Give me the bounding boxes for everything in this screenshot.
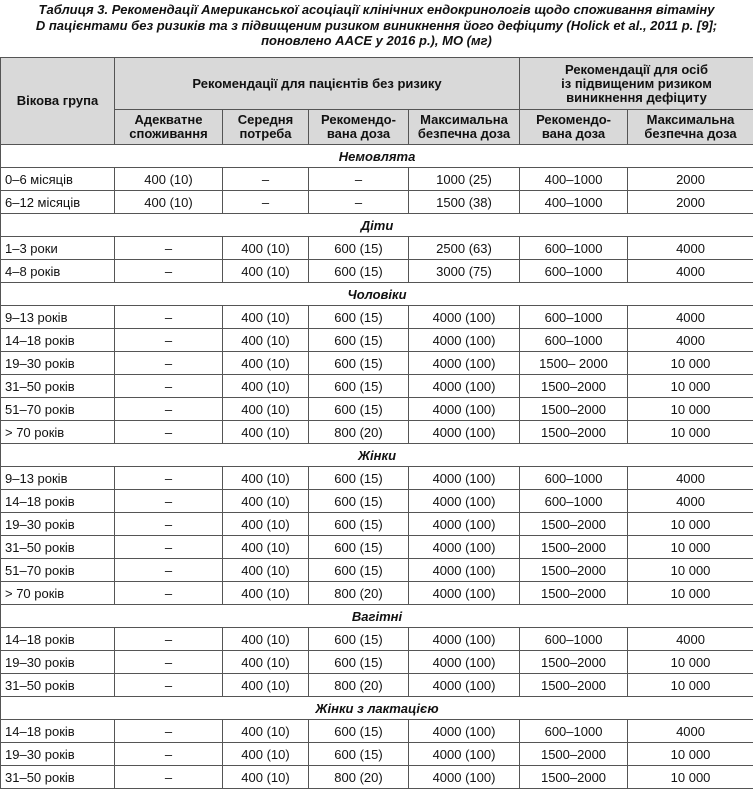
table-row <box>1 743 753 766</box>
table-row <box>1 375 753 398</box>
risk-recommended-dose-cell: 1500–2000 <box>520 398 628 421</box>
recommended-dose-cell: 600 (15) <box>309 398 409 421</box>
age-group-cell: 14–18 років <box>1 720 115 743</box>
age-group-cell: 4–8 років <box>1 260 115 283</box>
recommended-dose-cell: 800 (20) <box>309 421 409 444</box>
section-title: Жінки з лактацією <box>1 697 753 720</box>
average-requirement-cell: 400 (10) <box>223 628 309 651</box>
adequate-intake-cell: – <box>115 467 223 490</box>
table-row <box>1 559 753 582</box>
adequate-intake-cell: – <box>115 743 223 766</box>
age-group-cell: 51–70 років <box>1 559 115 582</box>
average-requirement-cell: 400 (10) <box>223 398 309 421</box>
adequate-intake-cell: – <box>115 260 223 283</box>
max-safe-dose-cell: 4000 (100) <box>409 766 520 789</box>
risk-max-safe-dose-cell: 10 000 <box>628 559 753 582</box>
table-row <box>1 421 753 444</box>
risk-recommended-dose-cell: 600–1000 <box>520 260 628 283</box>
adequate-intake-cell: – <box>115 352 223 375</box>
header-max-safe-dose <box>409 110 520 145</box>
risk-recommended-dose-cell: 1500–2000 <box>520 766 628 789</box>
risk-max-safe-dose-cell: 4000 <box>628 467 753 490</box>
adequate-intake-cell: – <box>115 375 223 398</box>
age-group-cell: > 70 років <box>1 421 115 444</box>
caption-line-1: Таблиця 3. Рекомендації Американської асоціації клінічних ендокринологів щодо споживання вітаміну <box>38 2 715 17</box>
table-row <box>1 720 753 743</box>
risk-max-safe-dose-cell: 2000 <box>628 191 753 214</box>
age-group-cell: 31–50 років <box>1 375 115 398</box>
recommended-dose-cell: 800 (20) <box>309 582 409 605</box>
max-safe-dose-cell: 4000 (100) <box>409 306 520 329</box>
age-group-cell: 19–30 років <box>1 352 115 375</box>
risk-recommended-dose-cell: 600–1000 <box>520 628 628 651</box>
risk-recommended-dose-cell: 1500–2000 <box>520 582 628 605</box>
table-row <box>1 191 753 214</box>
age-group-cell: 14–18 років <box>1 490 115 513</box>
average-requirement-cell: 400 (10) <box>223 536 309 559</box>
header-line: безпечна доза <box>644 126 737 141</box>
risk-recommended-dose-cell: 600–1000 <box>520 720 628 743</box>
age-group-cell: 31–50 років <box>1 766 115 789</box>
recommended-dose-cell: 600 (15) <box>309 559 409 582</box>
risk-max-safe-dose-cell: 10 000 <box>628 536 753 559</box>
adequate-intake-cell: – <box>115 490 223 513</box>
recommended-dose-cell: 600 (15) <box>309 513 409 536</box>
header-line: Максимальна <box>420 112 508 127</box>
age-group-cell: 31–50 років <box>1 536 115 559</box>
max-safe-dose-cell: 4000 (100) <box>409 375 520 398</box>
header-risk-line: Рекомендації для осіб <box>564 61 709 77</box>
header-line: безпечна доза <box>417 126 511 141</box>
header-risk-line: виникнення дефіциту <box>566 89 707 105</box>
caption-line-3: поновлено AACE у 2016 р.), МО (мг) <box>261 33 492 48</box>
risk-recommended-dose-cell: 600–1000 <box>520 329 628 352</box>
recommended-dose-cell: 600 (15) <box>309 651 409 674</box>
section-title: Діти <box>1 214 753 237</box>
average-requirement-cell: 400 (10) <box>223 651 309 674</box>
header-age-group: Вікова група <box>1 58 115 145</box>
header-adequate-intake <box>115 110 223 145</box>
average-requirement-cell: 400 (10) <box>223 352 309 375</box>
adequate-intake-cell: – <box>115 582 223 605</box>
table-row <box>1 168 753 191</box>
average-requirement-cell: 400 (10) <box>223 467 309 490</box>
adequate-intake-cell: – <box>115 513 223 536</box>
average-requirement-cell: 400 (10) <box>223 306 309 329</box>
max-safe-dose-cell: 1000 (25) <box>409 168 520 191</box>
average-requirement-cell: 400 (10) <box>223 766 309 789</box>
table-row <box>1 306 753 329</box>
recommended-dose-cell: 600 (15) <box>309 467 409 490</box>
risk-max-safe-dose-cell: 2000 <box>628 168 753 191</box>
adequate-intake-cell: – <box>115 421 223 444</box>
risk-recommended-dose-cell: 600–1000 <box>520 237 628 260</box>
header-no-risk-group: Рекомендації для пацієнтів без ризику <box>115 58 520 110</box>
vitamin-d-table <box>0 57 753 789</box>
recommended-dose-cell: 600 (15) <box>309 237 409 260</box>
header-line: вана доза <box>541 126 606 141</box>
adequate-intake-cell: 400 (10) <box>115 168 223 191</box>
table-row <box>1 674 753 697</box>
risk-max-safe-dose-cell: 4000 <box>628 720 753 743</box>
age-group-cell: 0–6 місяців <box>1 168 115 191</box>
section-row <box>1 214 753 237</box>
section-row <box>1 444 753 467</box>
section-title: Немовлята <box>1 145 753 168</box>
average-requirement-cell: 400 (10) <box>223 674 309 697</box>
adequate-intake-cell: 400 (10) <box>115 191 223 214</box>
table-body <box>1 145 753 789</box>
risk-recommended-dose-cell: 400–1000 <box>520 191 628 214</box>
section-title: Чоловіки <box>1 283 753 306</box>
risk-max-safe-dose-cell: 10 000 <box>628 352 753 375</box>
header-line: Максимальна <box>646 112 735 127</box>
risk-recommended-dose-cell: 400–1000 <box>520 168 628 191</box>
risk-recommended-dose-cell: 600–1000 <box>520 306 628 329</box>
header-recommended-dose <box>309 110 409 145</box>
max-safe-dose-cell: 4000 (100) <box>409 743 520 766</box>
max-safe-dose-cell: 4000 (100) <box>409 329 520 352</box>
age-group-cell: 1–3 роки <box>1 237 115 260</box>
risk-recommended-dose-cell: 1500–2000 <box>520 743 628 766</box>
max-safe-dose-cell: 4000 (100) <box>409 398 520 421</box>
average-requirement-cell: 400 (10) <box>223 490 309 513</box>
average-requirement-cell: 400 (10) <box>223 375 309 398</box>
recommended-dose-cell: 600 (15) <box>309 260 409 283</box>
header-risk-recommended-dose <box>520 110 628 145</box>
table-row <box>1 329 753 352</box>
table-row <box>1 651 753 674</box>
age-group-cell: 31–50 років <box>1 674 115 697</box>
recommended-dose-cell: 800 (20) <box>309 766 409 789</box>
risk-max-safe-dose-cell: 10 000 <box>628 674 753 697</box>
age-group-cell: 19–30 років <box>1 651 115 674</box>
recommended-dose-cell: 600 (15) <box>309 306 409 329</box>
max-safe-dose-cell: 4000 (100) <box>409 490 520 513</box>
table-row <box>1 582 753 605</box>
header-line: потреба <box>239 126 292 141</box>
risk-max-safe-dose-cell: 4000 <box>628 628 753 651</box>
average-requirement-cell: – <box>223 191 309 214</box>
age-group-cell: 14–18 років <box>1 628 115 651</box>
adequate-intake-cell: – <box>115 398 223 421</box>
table-row <box>1 490 753 513</box>
max-safe-dose-cell: 2500 (63) <box>409 237 520 260</box>
table-row <box>1 467 753 490</box>
age-group-cell: 6–12 місяців <box>1 191 115 214</box>
recommended-dose-cell: 600 (15) <box>309 352 409 375</box>
recommended-dose-cell: 600 (15) <box>309 720 409 743</box>
average-requirement-cell: 400 (10) <box>223 421 309 444</box>
risk-max-safe-dose-cell: 4000 <box>628 329 753 352</box>
risk-recommended-dose-cell: 600–1000 <box>520 490 628 513</box>
average-requirement-cell: 400 (10) <box>223 513 309 536</box>
adequate-intake-cell: – <box>115 651 223 674</box>
table-caption <box>0 2 753 49</box>
max-safe-dose-cell: 4000 (100) <box>409 674 520 697</box>
recommended-dose-cell: 600 (15) <box>309 628 409 651</box>
risk-recommended-dose-cell: 1500–2000 <box>520 651 628 674</box>
average-requirement-cell: – <box>223 168 309 191</box>
adequate-intake-cell: – <box>115 766 223 789</box>
table-row <box>1 352 753 375</box>
recommended-dose-cell: – <box>309 168 409 191</box>
recommended-dose-cell: 600 (15) <box>309 375 409 398</box>
adequate-intake-cell: – <box>115 329 223 352</box>
header-line: Рекомендо- <box>536 112 611 127</box>
table-row <box>1 237 753 260</box>
risk-max-safe-dose-cell: 10 000 <box>628 743 753 766</box>
risk-max-safe-dose-cell: 10 000 <box>628 421 753 444</box>
adequate-intake-cell: – <box>115 559 223 582</box>
age-group-cell: 19–30 років <box>1 743 115 766</box>
max-safe-dose-cell: 4000 (100) <box>409 559 520 582</box>
header-risk-line: із підвищеним ризиком <box>561 75 712 91</box>
header-line: споживання <box>129 126 208 141</box>
age-group-cell: 51–70 років <box>1 398 115 421</box>
adequate-intake-cell: – <box>115 628 223 651</box>
risk-recommended-dose-cell: 1500–2000 <box>520 536 628 559</box>
section-row <box>1 697 753 720</box>
average-requirement-cell: 400 (10) <box>223 582 309 605</box>
adequate-intake-cell: – <box>115 237 223 260</box>
table-row <box>1 536 753 559</box>
recommended-dose-cell: 600 (15) <box>309 329 409 352</box>
header-line: Рекомендо- <box>321 112 396 127</box>
average-requirement-cell: 400 (10) <box>223 559 309 582</box>
risk-recommended-dose-cell: 1500–2000 <box>520 375 628 398</box>
max-safe-dose-cell: 1500 (38) <box>409 191 520 214</box>
risk-max-safe-dose-cell: 10 000 <box>628 582 753 605</box>
header-risk-max-safe-dose <box>628 110 753 145</box>
max-safe-dose-cell: 4000 (100) <box>409 582 520 605</box>
average-requirement-cell: 400 (10) <box>223 720 309 743</box>
risk-recommended-dose-cell: 1500–2000 <box>520 559 628 582</box>
risk-recommended-dose-cell: 1500–2000 <box>520 513 628 536</box>
risk-max-safe-dose-cell: 4000 <box>628 260 753 283</box>
risk-max-safe-dose-cell: 4000 <box>628 237 753 260</box>
max-safe-dose-cell: 4000 (100) <box>409 536 520 559</box>
recommended-dose-cell: 600 (15) <box>309 743 409 766</box>
max-safe-dose-cell: 4000 (100) <box>409 352 520 375</box>
average-requirement-cell: 400 (10) <box>223 743 309 766</box>
max-safe-dose-cell: 4000 (100) <box>409 513 520 536</box>
section-row <box>1 605 753 628</box>
section-row <box>1 283 753 306</box>
header-line: Середня <box>237 112 294 127</box>
section-row <box>1 145 753 168</box>
average-requirement-cell: 400 (10) <box>223 329 309 352</box>
risk-max-safe-dose-cell: 4000 <box>628 490 753 513</box>
header-average-requirement <box>223 110 309 145</box>
table-row <box>1 628 753 651</box>
caption-line-2: D пацієнтами без ризиків та з підвищеним ризиком виникнення його дефіциту (Holick et al., 2011 р. [9]; <box>35 17 718 33</box>
average-requirement-cell: 400 (10) <box>223 260 309 283</box>
section-title: Вагітні <box>1 605 753 628</box>
recommended-dose-cell: – <box>309 191 409 214</box>
age-group-cell: 19–30 років <box>1 513 115 536</box>
table-row <box>1 260 753 283</box>
age-group-cell: 14–18 років <box>1 329 115 352</box>
recommended-dose-cell: 800 (20) <box>309 674 409 697</box>
adequate-intake-cell: – <box>115 720 223 743</box>
table-row <box>1 398 753 421</box>
risk-recommended-dose-cell: 1500–2000 <box>520 421 628 444</box>
max-safe-dose-cell: 4000 (100) <box>409 720 520 743</box>
risk-recommended-dose-cell: 1500–2000 <box>520 674 628 697</box>
risk-max-safe-dose-cell: 10 000 <box>628 375 753 398</box>
table-row <box>1 766 753 789</box>
risk-recommended-dose-cell: 600–1000 <box>520 467 628 490</box>
recommended-dose-cell: 600 (15) <box>309 536 409 559</box>
adequate-intake-cell: – <box>115 536 223 559</box>
max-safe-dose-cell: 3000 (75) <box>409 260 520 283</box>
age-group-cell: 9–13 років <box>1 306 115 329</box>
risk-max-safe-dose-cell: 10 000 <box>628 766 753 789</box>
age-group-cell: 9–13 років <box>1 467 115 490</box>
header-risk-group <box>520 58 753 110</box>
average-requirement-cell: 400 (10) <box>223 237 309 260</box>
recommended-dose-cell: 600 (15) <box>309 490 409 513</box>
max-safe-dose-cell: 4000 (100) <box>409 651 520 674</box>
max-safe-dose-cell: 4000 (100) <box>409 421 520 444</box>
risk-max-safe-dose-cell: 10 000 <box>628 513 753 536</box>
age-group-cell: > 70 років <box>1 582 115 605</box>
section-title: Жінки <box>1 444 753 467</box>
header-line: вана доза <box>326 126 391 141</box>
risk-max-safe-dose-cell: 10 000 <box>628 398 753 421</box>
adequate-intake-cell: – <box>115 306 223 329</box>
risk-recommended-dose-cell: 1500– 2000 <box>520 352 628 375</box>
header-line: Адекватне <box>134 112 203 127</box>
adequate-intake-cell: – <box>115 674 223 697</box>
max-safe-dose-cell: 4000 (100) <box>409 467 520 490</box>
risk-max-safe-dose-cell: 10 000 <box>628 651 753 674</box>
risk-max-safe-dose-cell: 4000 <box>628 306 753 329</box>
table-row <box>1 513 753 536</box>
max-safe-dose-cell: 4000 (100) <box>409 628 520 651</box>
